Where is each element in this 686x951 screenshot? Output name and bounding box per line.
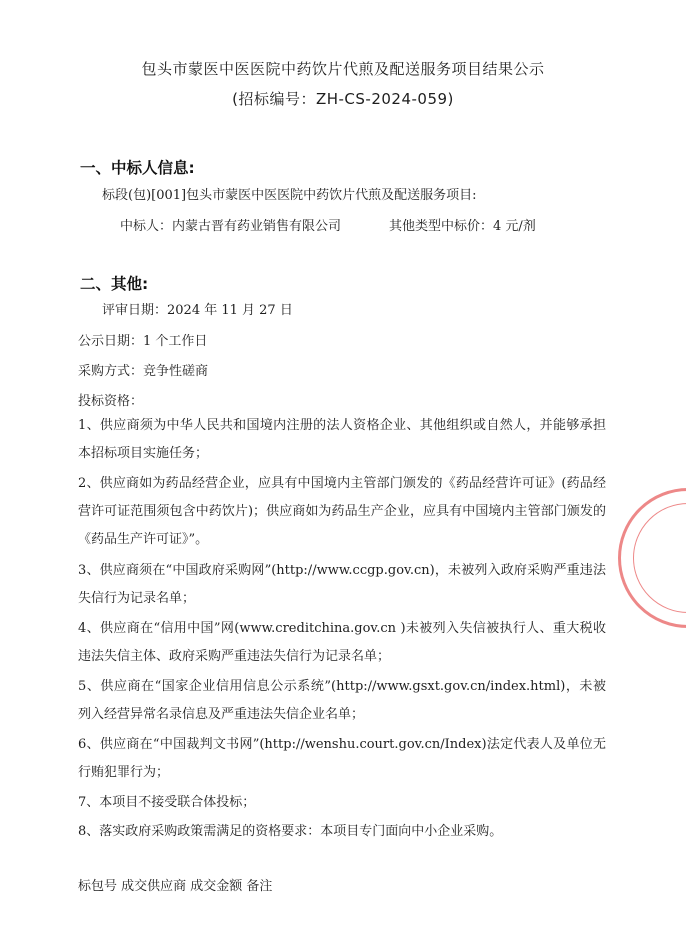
qualification-item-4: 4、供应商在“信用中国”网(www.creditchina.gov.cn )未被列入失信被执行人、重大税收违法失信主体、政府采购严重违法失信行为记录名单； [78,621,606,664]
qualification-item-3: 3、供应商须在“中国政府采购网”(http://www.ccgp.gov.cn)，未被列入政府采购严重违法失信行为记录名单； [78,563,606,606]
section-heading-other: 二、其他: [80,275,149,293]
qualification-item-5: 5、供应商在“国家企业信用信息公示系统”(http://www.gsxt.gov.cn/index.html)，未被列入经营异常名录信息及严重违法失信企业名单； [78,679,606,722]
notice-period: 公示日期：1 个工作日 [78,334,208,349]
qualification-item-8: 8、落实政府采购政策需满足的资格要求：本项目专门面向中小企业采购。 [78,824,503,839]
document-title: 包头市蒙医中医医院中药饮片代煎及配送服务项目结果公示 [141,60,545,78]
review-date: 评审日期：2024 年 11 月 27 日 [102,303,293,318]
result-table-header: 标包号 成交供应商 成交金额 备注 [78,879,273,894]
lot-line: 标段(包)[001]包头市蒙医中医医院中药饮片代煎及配送服务项目: [102,188,477,203]
section-heading-winner: 一、中标人信息: [80,159,195,177]
seal-inner-ring [633,503,686,613]
procurement-method: 采购方式：竞争性磋商 [78,364,209,379]
qualification-item-1: 1、供应商须为中华人民共和国境内注册的法人资格企业、其他组织或自然人，并能够承担本招标项目实施任务； [78,418,606,461]
qualification-item-2: 2、供应商如为药品经营企业，应具有中国境内主管部门颁发的《药品经营许可证》(药品经营许可证范围须包含中药饮片)；供应商如为药品生产企业，应具有中国境内主管部门颁发的《药品生产许可证》”。 [78,476,606,547]
winning-price: 其他类型中标价：4 元/剂 [389,219,536,234]
winner-name: 中标人：内蒙古晋有药业销售有限公司 [120,219,342,234]
official-seal-stamp [618,488,686,628]
qualification-item-7: 7、本项目不接受联合体投标； [78,795,256,810]
tender-number: (招标编号：ZH-CS-2024-059) [232,90,454,108]
qualification-label: 投标资格： [78,394,144,409]
qualification-item-6: 6、供应商在“中国裁判文书网”(http://wenshu.court.gov.cn/Index)法定代表人及单位无行贿犯罪行为； [78,737,606,780]
